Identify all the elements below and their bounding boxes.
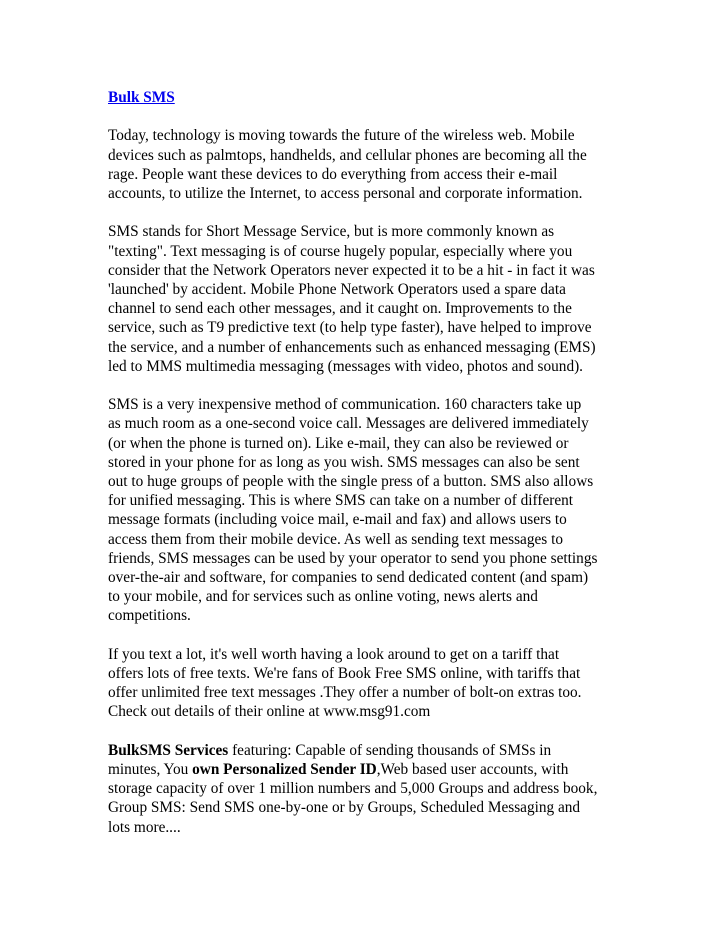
text-line: stored in your phone for as long as you wish. SMS messages can also be sent — [108, 453, 580, 471]
services-line2-rest: ,Web based user accounts, with — [376, 761, 569, 779]
text-line — [108, 760, 648, 779]
text-line: for unified messaging. This is where SMS can take on a number of different — [108, 492, 574, 510]
text-line: out to huge groups of people with the single press of a button. SMS also allows — [108, 473, 594, 491]
text-line: consider that the Network Operators never expected it to be a hit - in fact it was — [108, 261, 595, 279]
services-line1-rest: featuring: Capable of sending thousands of SMSs in — [228, 741, 552, 759]
text-line: If you text a lot, it's well worth having a look around to get on a tariff that — [108, 645, 560, 663]
text-line: message formats (including voice mail, e-mail and fax) and allows users to — [108, 511, 567, 529]
document-title-link[interactable]: Bulk SMS — [108, 89, 175, 106]
paragraph-tariff — [108, 645, 648, 722]
text-line: to your mobile, and for services such as online voting, news alerts and — [108, 588, 538, 606]
services-sender-id: own Personalized Sender ID — [192, 761, 377, 779]
document-page — [108, 88, 648, 856]
text-line: the service, and a number of enhancements such as enhanced messaging (EMS) — [108, 338, 596, 356]
services-line2-start: minutes, You — [108, 761, 193, 779]
text-line: 'launched' by accident. Mobile Phone Network Operators used a spare data — [108, 281, 566, 298]
text-line — [108, 741, 648, 760]
title-wrapper — [108, 88, 648, 107]
text-line: led to MMS multimedia messaging (messages with video, photos and sound). — [108, 357, 584, 375]
text-line: Group SMS: Send SMS one-by-one or by Groups, Scheduled Messaging and — [108, 799, 581, 817]
text-line: channel to send each other messages, and it caught on. Improvements to the — [108, 300, 572, 318]
text-line: friends, SMS messages can be used by your operator to send you phone settings — [108, 549, 598, 567]
text-line: lots more.... — [108, 818, 181, 836]
text-line: SMS is a very inexpensive method of communication. 160 characters take up — [108, 396, 582, 414]
paragraph-services — [108, 741, 648, 837]
text-line: offer unlimited free text messages .They offer a number of bolt-on extras too. — [108, 684, 582, 702]
text-line: Today, technology is moving towards the future of the wireless web. Mobile — [108, 127, 575, 145]
text-line: "texting". Text messaging is of course hugely popular, especially where you — [108, 242, 573, 260]
services-bold-lead: BulkSMS Services — [108, 741, 229, 759]
text-line: service, such as T9 predictive text (to help type faster), have helped to improve — [108, 319, 592, 337]
text-line: offers lots of free texts. We're fans of Book Free SMS online, with tariffs that — [108, 665, 581, 683]
text-line: competitions. — [108, 607, 191, 625]
text-line: devices such as palmtops, handhelds, and cellular phones are becoming all the — [108, 146, 587, 164]
paragraph-intro — [108, 126, 648, 203]
text-line: (or when the phone is turned on). Like e-mail, they can also be reviewed or — [108, 434, 569, 452]
paragraph-sms-benefits — [108, 395, 648, 625]
text-line: accounts, to utilize the Internet, to access personal and corporate information. — [108, 185, 583, 202]
text-line: SMS stands for Short Message Service, but is more commonly known as — [108, 223, 555, 241]
text-line: Check out details of their online at www.msg91.com — [108, 703, 431, 721]
text-line: access them from their mobile device. As well as sending text messages to — [108, 530, 563, 548]
text-line: over-the-air and software, for companies to send dedicated content (and spam) — [108, 569, 589, 587]
paragraph-sms-definition — [108, 222, 648, 376]
text-line: rage. People want these devices to do everything from access their e-mail — [108, 165, 558, 183]
text-line: storage capacity of over 1 million numbers and 5,000 Groups and address book, — [108, 780, 598, 798]
text-line: as much room as a one-second voice call. Messages are delivered immediately — [108, 415, 589, 433]
